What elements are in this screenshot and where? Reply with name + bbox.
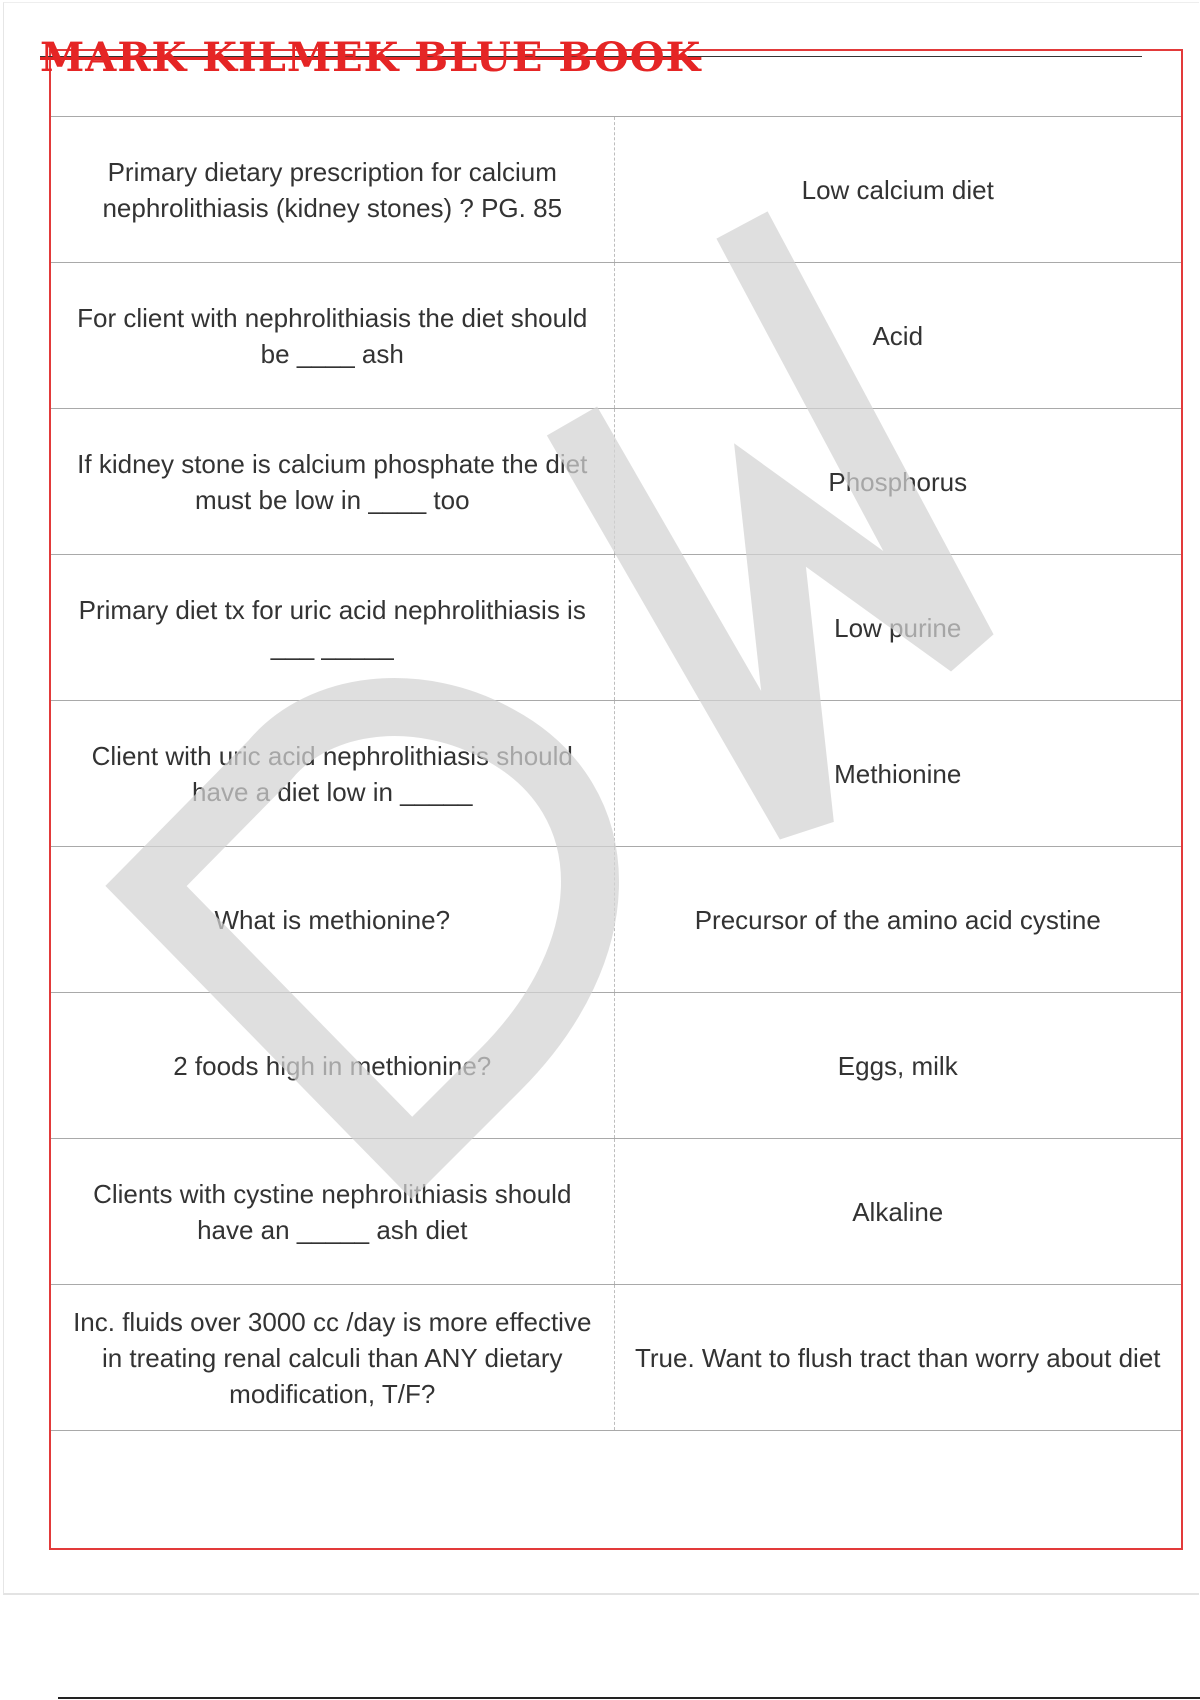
table-row — [51, 993, 1181, 1139]
answer-cell: Eggs, milk — [614, 993, 1181, 1139]
footer-rule — [58, 1697, 1200, 1699]
question-cell: 2 foods high in methionine? — [51, 993, 614, 1139]
question-cell: If kidney stone is calcium phosphate the diet must be low in ____ too — [51, 409, 614, 555]
question-cell: Inc. fluids over 3000 cc /day is more effective in treating renal calculi than ANY dietary modification, T/F? — [51, 1285, 614, 1431]
table-row — [51, 409, 1181, 555]
table-row — [51, 701, 1181, 847]
question-cell: Client with uric acid nephrolithiasis should have a diet low in _____ — [51, 701, 614, 847]
table-row — [51, 263, 1181, 409]
document-title: MARK KILMEK BLUE BOOK — [40, 34, 702, 81]
answer-cell: Low purine — [614, 555, 1181, 701]
table-row — [51, 117, 1181, 263]
table-row — [51, 847, 1181, 993]
answer-cell: Alkaline — [614, 1139, 1181, 1285]
question-cell: Primary diet tx for uric acid nephrolithiasis is ___ _____ — [51, 555, 614, 701]
question-cell: What is methionine? — [51, 847, 614, 993]
table-row — [51, 1139, 1181, 1285]
flashcard-table — [51, 116, 1181, 1431]
question-cell: Clients with cystine nephrolithiasis should have an _____ ash diet — [51, 1139, 614, 1285]
question-cell: Primary dietary prescription for calcium nephrolithiasis (kidney stones) ? PG. 85 — [51, 117, 614, 263]
table-row — [51, 1285, 1181, 1431]
answer-cell: True. Want to flush tract than worry about diet — [614, 1285, 1181, 1431]
answer-cell: Acid — [614, 263, 1181, 409]
question-cell: For client with nephrolithiasis the diet should be ____ ash — [51, 263, 614, 409]
answer-cell: Phosphorus — [614, 409, 1181, 555]
answer-cell: Low calcium diet — [614, 117, 1181, 263]
answer-cell: Methionine — [614, 701, 1181, 847]
table-row — [51, 555, 1181, 701]
answer-cell: Precursor of the amino acid cystine — [614, 847, 1181, 993]
